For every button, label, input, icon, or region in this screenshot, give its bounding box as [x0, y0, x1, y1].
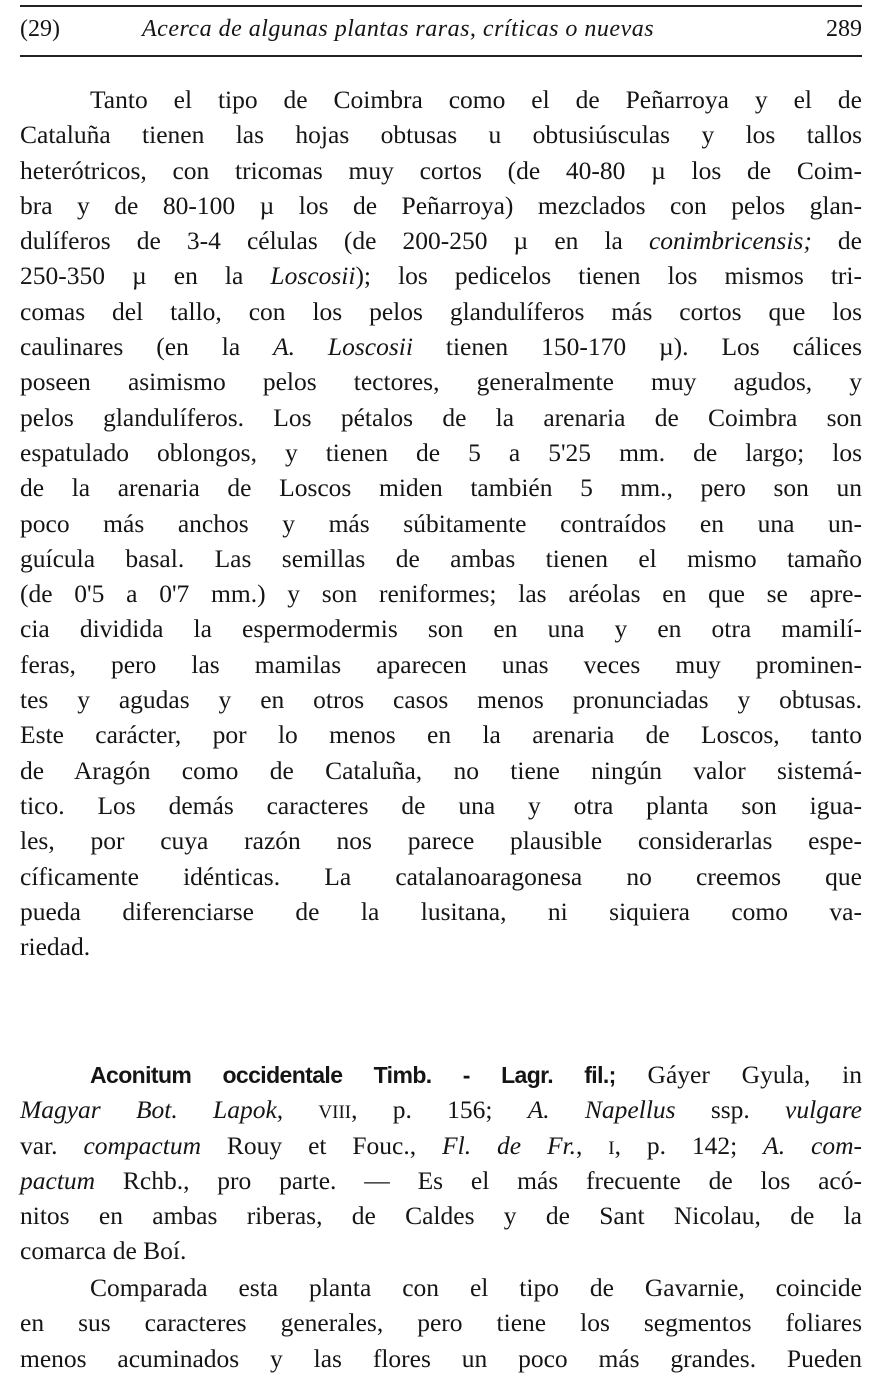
- italic-text: pactum: [20, 1165, 96, 1195]
- text-line: [20, 1128, 862, 1163]
- text-segment: caulinares (en la: [20, 332, 274, 362]
- header-top-rule: [20, 5, 862, 7]
- text-segment: ,: [576, 1130, 609, 1160]
- text-segment: Rouy et Fouc.,: [201, 1130, 443, 1160]
- species-heading: Aconitum occidentale Timb. - Lagr. fil.;: [90, 1062, 616, 1088]
- italic-text: Magyar Bot. Lapok,: [20, 1095, 284, 1125]
- text-line: [20, 470, 862, 505]
- text-line: [20, 576, 862, 611]
- text-line: [20, 717, 862, 752]
- text-line: [20, 1270, 862, 1305]
- section-number: (29): [20, 16, 60, 42]
- text-line: [20, 1233, 862, 1268]
- text-segment: bra y de 80-100 µ los de Peñarroya) mezclados con pelos glan-: [20, 190, 862, 220]
- text-segment: feras, pero las mamilas aparecen unas veces muy prominen-: [20, 649, 862, 679]
- text-line: [20, 929, 862, 964]
- text-line: [20, 682, 862, 717]
- text-line: [20, 894, 862, 929]
- text-line: [20, 82, 862, 117]
- running-header: [20, 16, 862, 50]
- text-line: [20, 611, 862, 646]
- text-segment: Rchb., pro parte. — Es el más frecuente de los acó-: [95, 1165, 862, 1195]
- text-segment: nitos en ambas riberas, de Caldes y de Sant Nicolau, de la: [20, 1201, 862, 1231]
- text-segment: cíficamente idénticas. La catalanoaragonesa no creemos que: [20, 861, 862, 891]
- text-segment: comarca de Boí.: [20, 1236, 187, 1266]
- text-segment: VIII: [318, 1102, 352, 1124]
- text-segment: , p. 156;: [351, 1095, 528, 1125]
- text-segment: cia dividida la espermodermis son en una y en otra mamilí-: [20, 614, 862, 644]
- text-line: [20, 823, 862, 858]
- italic-text: conimbricensis;: [648, 226, 812, 256]
- text-line: [20, 788, 862, 823]
- text-line: [20, 400, 862, 435]
- italic-text: A. Loscosii: [273, 332, 413, 362]
- text-line: [20, 294, 862, 329]
- text-segment: en sus caracteres generales, pero tiene los segmentos foliares: [20, 1308, 862, 1338]
- page-number: 289: [826, 16, 862, 42]
- text-line: [20, 1198, 862, 1233]
- header-bottom-rule: [20, 55, 862, 57]
- text-segment: ); los pedicelos tienen los mismos tri-: [355, 261, 863, 291]
- text-segment: les, por cuya razón nos parece plausible considerarlas espe-: [20, 826, 862, 856]
- text-line: [20, 117, 862, 152]
- text-line: [20, 647, 862, 682]
- text-segment: espatulado oblongos, y tienen de 5 a 5'25 mm. de largo; los: [20, 437, 862, 467]
- text-segment: Gáyer Gyula, in: [615, 1060, 862, 1089]
- text-segment: tienen 150-170 µ). Los cálices: [412, 332, 862, 362]
- text-line: [20, 541, 862, 576]
- text-line: [20, 1057, 862, 1092]
- text-line: [20, 188, 862, 223]
- italic-text: compactum: [83, 1130, 201, 1160]
- text-segment: (de 0'5 a 0'7 mm.) y son reniformes; las aréolas en que se apre-: [20, 579, 862, 609]
- text-segment: riedad.: [20, 932, 91, 962]
- text-segment: heterótricos, con tricomas muy cortos (de 40-80 µ los de Coim-: [20, 155, 862, 185]
- text-segment: 250-350 µ en la: [20, 261, 271, 291]
- text-segment: de la arenaria de Loscos miden también 5 mm., pero son un: [20, 473, 862, 503]
- text-line: [20, 223, 862, 258]
- text-segment: poseen asimismo pelos tectores, generalmente muy agudos, y: [20, 367, 862, 397]
- text-line: [20, 1092, 862, 1127]
- text-line: [20, 364, 862, 399]
- text-line: [20, 1163, 862, 1198]
- text-segment: tes y agudas y en otros casos menos pronunciadas y obtusas.: [20, 685, 862, 715]
- paragraph-arenaria-comparison: [20, 82, 862, 964]
- text-line: [20, 1305, 862, 1340]
- text-segment: guícula basal. Las semillas de ambas tienen el mismo tamaño: [20, 543, 862, 573]
- italic-text: A. Napellus: [527, 1095, 676, 1125]
- text-segment: Tanto el tipo de Coimbra como el de Peñarroya y el de: [90, 85, 862, 114]
- text-segment: poco más anchos y más súbitamente contraídos en una un-: [20, 508, 862, 538]
- text-line: [20, 258, 862, 293]
- text-segment: pelos glandulíferos. Los pétalos de la arenaria de Coimbra son: [20, 402, 862, 432]
- text-line: [20, 506, 862, 541]
- italic-text: Loscosii: [270, 261, 356, 291]
- text-segment: tico. Los demás caracteres de una y otra planta son igua-: [20, 790, 862, 820]
- text-segment: Este carácter, por lo menos en la arenaria de Loscos, tanto: [20, 720, 862, 750]
- text-segment: Cataluña tienen las hojas obtusas u obtusiúsculas y los tallos: [20, 120, 862, 150]
- text-line: [20, 753, 862, 788]
- text-segment: Comparada esta planta con el tipo de Gavarnie, coincide: [90, 1273, 862, 1302]
- text-segment: [283, 1095, 318, 1124]
- text-line: [20, 153, 862, 188]
- text-segment: de Aragón como de Cataluña, no tiene ningún valor sistemá-: [20, 755, 862, 785]
- running-title: Acerca de algunas plantas raras, críticas o nuevas: [142, 16, 655, 42]
- italic-text: A. com-: [763, 1130, 862, 1160]
- text-segment: I: [608, 1137, 615, 1159]
- text-segment: pueda diferenciarse de la lusitana, ni siquiera como va-: [20, 896, 862, 926]
- text-segment: comas del tallo, con los pelos glandulíferos más cortos que los: [20, 296, 862, 326]
- paragraph-gavarnie-comparison: [20, 1270, 862, 1376]
- text-segment: ssp.: [675, 1095, 786, 1125]
- text-line: [20, 435, 862, 470]
- text-segment: , p. 142;: [614, 1130, 764, 1160]
- italic-text: Fl. de Fr.: [442, 1130, 576, 1160]
- text-segment: var.: [20, 1130, 84, 1160]
- italic-text: vulgare: [785, 1095, 862, 1125]
- text-line: [20, 1341, 862, 1376]
- text-segment: de: [811, 226, 862, 256]
- text-segment: dulíferos de 3-4 células (de 200-250 µ en la: [20, 226, 649, 256]
- text-line: [20, 859, 862, 894]
- text-segment: menos acuminados y las flores un poco más grandes. Pueden: [20, 1343, 862, 1373]
- text-line: [20, 329, 862, 364]
- paragraph-aconitum-entry: [20, 1057, 862, 1269]
